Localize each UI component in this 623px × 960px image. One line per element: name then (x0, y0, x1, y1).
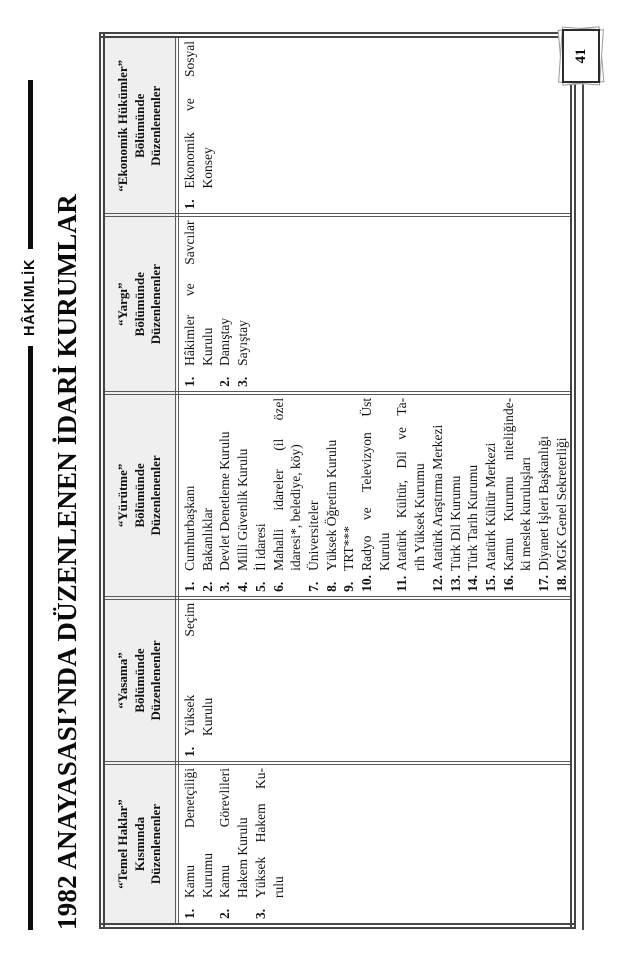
item-line: Üniversiteler (305, 500, 321, 571)
item-number: 5. (252, 581, 268, 592)
item-line: idaresi*, belediye, köy) (288, 444, 304, 571)
item-line: Radyo ve Televizyon Üst (359, 397, 375, 571)
list-item (216, 768, 251, 920)
page-number-box (556, 24, 606, 88)
item-number: 1. (182, 376, 197, 387)
item-number: 2. (217, 908, 233, 919)
list-item (553, 398, 571, 593)
list-item (464, 398, 482, 593)
item-number: 1. (182, 746, 197, 757)
item-line: Kurulu (376, 532, 392, 571)
item-line: Türk Tarih Kurumu (465, 464, 481, 571)
column-body-5 (177, 35, 573, 215)
item-line: Danıştay (217, 317, 233, 366)
item-number: 6. (270, 581, 286, 592)
column-header-5 (102, 35, 177, 215)
item-number: 8. (323, 581, 339, 592)
item-line: rih Yüksek Kurumu (412, 463, 428, 571)
table-body-row (177, 35, 573, 926)
column-header-line: Düzenlenenler (148, 455, 164, 536)
column-header-line: Düzenlenenler (148, 264, 164, 345)
item-number: 3. (235, 376, 251, 387)
footer-rule (582, 80, 584, 930)
column-header-line: “Yürütme” (115, 463, 131, 528)
list-item (216, 398, 234, 593)
head-rule-right (28, 80, 33, 249)
page-number: 41 (562, 29, 600, 83)
column-header-line: Bölümünde (131, 463, 147, 528)
list-item (234, 220, 252, 387)
item-line: Kurumu (199, 853, 215, 898)
list-item (482, 398, 500, 593)
list-item (181, 220, 216, 387)
column-header-line: “Ekonomik Hükümler” (115, 59, 131, 192)
item-number: 3. (252, 908, 268, 919)
column-header-line: Düzenlenenler (148, 85, 164, 166)
list-item (358, 398, 393, 593)
item-number: 17. (536, 575, 552, 592)
column-header-1 (102, 763, 177, 926)
running-head (22, 80, 38, 930)
table-title: 1982 ANAYASASI’NDA DÜZENLENEN İDARİ KURUMLAR (52, 194, 82, 930)
list-item (252, 768, 287, 920)
column-body-4 (177, 215, 573, 392)
item-line: Atatürk Araştırma Merkezi (429, 424, 445, 571)
item-line: Kurulu (199, 327, 215, 366)
item-line: Yüksek Seçim (182, 602, 197, 736)
list-item (535, 398, 553, 593)
item-number: 1. (182, 908, 197, 919)
list-item (181, 768, 216, 920)
item-line: Cumhurbaşkanı (182, 485, 197, 571)
item-line: Bakanlıklar (199, 507, 215, 571)
institutions-table (99, 32, 576, 929)
column-header-line: Kısmında (131, 816, 147, 872)
item-line: Yüksek Hakem Ku- (252, 767, 268, 898)
head-rule-left (28, 346, 33, 930)
item-line: Kurulu (199, 697, 215, 736)
column-header-line: “Yargı” (115, 282, 131, 326)
list-item (252, 398, 270, 593)
item-number: 16. (500, 575, 516, 592)
column-header-3 (102, 393, 177, 598)
item-line: Hakem Kurulu (235, 817, 251, 898)
column-body-2 (177, 598, 573, 763)
item-line: Mahalli idareler (il özel (270, 397, 286, 571)
item-line: Atatürk Kültür, Dil ve Ta- (394, 397, 410, 571)
item-line: Atatürk Kültür Merkezi (482, 442, 498, 571)
item-line: Ekonomik ve Sosyal (182, 41, 197, 189)
item-line: Yüksek Öğretim Kurulu (323, 439, 339, 571)
item-line: İl idaresi (252, 523, 268, 571)
column-header-line: Bölümünde (131, 93, 147, 158)
list-item (447, 398, 465, 593)
page-header-title: HÂKİMLİK (22, 258, 38, 336)
column-header-line: “Temel Haklar” (115, 799, 131, 889)
item-number: 7. (305, 581, 321, 592)
list-item (305, 398, 323, 593)
item-line: Diyanet İşleri Başkanlığı (536, 435, 552, 571)
item-line: ki meslek kuruluşları (518, 456, 534, 571)
list-item (340, 398, 358, 593)
column-body-3 (177, 393, 573, 598)
list-item (181, 603, 216, 758)
list-item (234, 398, 252, 593)
item-number: 1. (182, 581, 197, 592)
table-header-row (102, 35, 177, 926)
list-item (181, 398, 199, 593)
item-line: MGK Genel Sekreterliği (553, 437, 569, 571)
list-item (429, 398, 447, 593)
item-number: 3. (217, 581, 233, 592)
list-item (323, 398, 341, 593)
column-header-line: Düzenlenenler (148, 640, 164, 721)
list-item (270, 398, 305, 593)
item-line: Hâkimler ve Savcılar (182, 220, 197, 366)
column-header-line: Bölümünde (131, 648, 147, 713)
item-number: 12. (429, 575, 445, 592)
column-header-line: “Yasama” (115, 652, 131, 709)
list-item (393, 398, 428, 593)
item-line: Konsey (199, 147, 215, 189)
item-number: 13. (447, 575, 463, 592)
item-line: rulu (270, 876, 286, 898)
item-line: Sayıştay (235, 320, 251, 366)
item-line: TRT*** (341, 525, 357, 571)
column-body-1 (177, 763, 573, 926)
item-line: Kamu Denetçiliği (182, 767, 197, 898)
item-number: 2. (199, 581, 215, 592)
item-number: 1. (182, 199, 197, 210)
item-line: Kamu Görevlileri (217, 767, 233, 898)
item-number: 9. (341, 581, 357, 592)
list-item (181, 41, 216, 210)
list-item (216, 220, 234, 387)
item-number: 18. (553, 575, 569, 592)
item-number: 15. (482, 575, 498, 592)
item-line: Devlet Denetleme Kurulu (217, 431, 233, 571)
list-item (500, 398, 535, 593)
item-line: Türk Dil Kurumu (447, 475, 463, 571)
column-header-line: Bölümünde (131, 272, 147, 337)
column-header-line: Düzenlenenler (148, 803, 164, 885)
item-number: 10. (359, 575, 375, 592)
item-line: Milli Güvenlik Kurulu (235, 448, 251, 571)
item-line: Kamu Kurumu niteliğinde- (500, 397, 516, 571)
item-number: 4. (235, 581, 251, 592)
column-header-4 (102, 215, 177, 392)
column-header-2 (102, 598, 177, 763)
item-number: 2. (217, 376, 233, 387)
item-number: 11. (394, 575, 410, 592)
item-number: 14. (465, 575, 481, 592)
list-item (199, 398, 217, 593)
